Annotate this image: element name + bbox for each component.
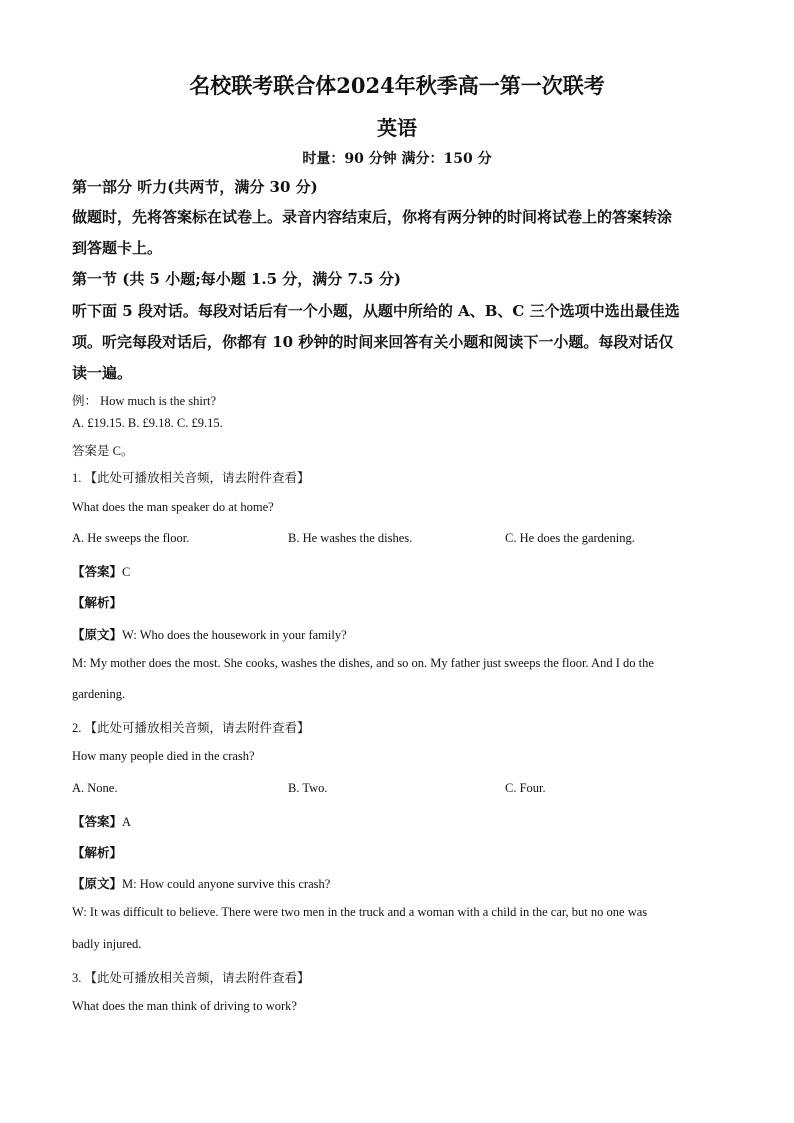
section1-heading: 第一节 (共 5 小题;每小题 1.5 分，满分 7.5 分) [72,270,401,288]
question-1-option-a: A. He sweeps the floor. [72,531,190,545]
section1-instruction-line: 听下面 5 段对话。每段对话后有一个小题，从题中所给的 A、B、C 三个选项中选出最佳选 [72,302,680,320]
question-1-header: 1. 【此处可播放相关音频，请去附件查看】 [72,471,310,485]
question-2-analysis [72,843,122,861]
question-3-text: What does the man think of driving to work? [72,999,297,1013]
example-options: A. £19.15. B. £9.18. C. £9.15. [72,416,223,430]
question-2-text: How many people died in the crash? [72,749,255,763]
transcript-line: M: How could anyone survive this crash? [122,877,331,891]
question-2-transcript-line: badly injured. [72,937,142,951]
part1-heading: 第一部分 听力(共两节，满分 30 分) [72,178,318,196]
question-1-option-b: B. He washes the dishes. [288,531,413,545]
subject-title: 英语 [377,116,417,140]
question-1-transcript-line: gardening. [72,687,126,701]
section1-instruction-line: 项。听完每段对话后，你都有 10 秒钟的时间来回答有关小题和阅读下一小题。每段对话仅 [72,333,674,351]
answer-tag: 【答案】 [72,815,123,829]
transcript-tag: 【原文】 [72,628,123,642]
question-2-header: 2. 【此处可播放相关音频，请去附件查看】 [72,721,310,735]
question-2-transcript [72,874,330,892]
question-1-answer [72,562,130,580]
question-1-transcript [72,625,347,643]
question-2-answer [72,812,131,830]
transcript-tag: 【原文】 [72,877,123,891]
question-1-option-c: C. He does the gardening. [505,531,635,545]
question-1-text: What does the man speaker do at home? [72,500,274,514]
section1-instruction-line: 读一遍。 [72,364,133,382]
question-2-option-b: B. Two. [288,781,328,795]
analysis-tag: 【解析】 [72,596,123,610]
part1-instruction-line: 到答题卡上。 [72,239,163,257]
analysis-tag: 【解析】 [72,846,123,860]
part1-instruction-line: 做题时，先将答案标在试卷上。录音内容结束后，你将有两分钟的时间将试卷上的答案转涂 [72,208,673,226]
example-question: 例： How much is the shirt? [72,394,217,408]
transcript-line: W: Who does the housework in your family? [122,628,347,642]
answer-value: A [122,815,132,829]
time-score-info: 时量：90 分钟 满分：150 分 [302,151,492,167]
example-answer: 答案是 C。 [72,444,134,458]
question-1-analysis [72,593,122,611]
question-2-transcript-line: W: It was difficult to believe. There were two men in the truck and a woman with a child in the car, but no one was [72,905,648,919]
question-3-header: 3. 【此处可播放相关音频，请去附件查看】 [72,971,310,985]
question-2-option-a: A. None. [72,781,118,795]
question-2-option-c: C. Four. [505,781,546,795]
answer-value: C [122,565,131,579]
question-1-transcript-line: M: My mother does the most. She cooks, washes the dishes, and so on. My father just sweeps the floor. And I do the [72,656,654,670]
exam-title: 名校联考联合体2024年秋季高一第一次联考 [189,73,605,98]
answer-tag: 【答案】 [72,565,123,579]
